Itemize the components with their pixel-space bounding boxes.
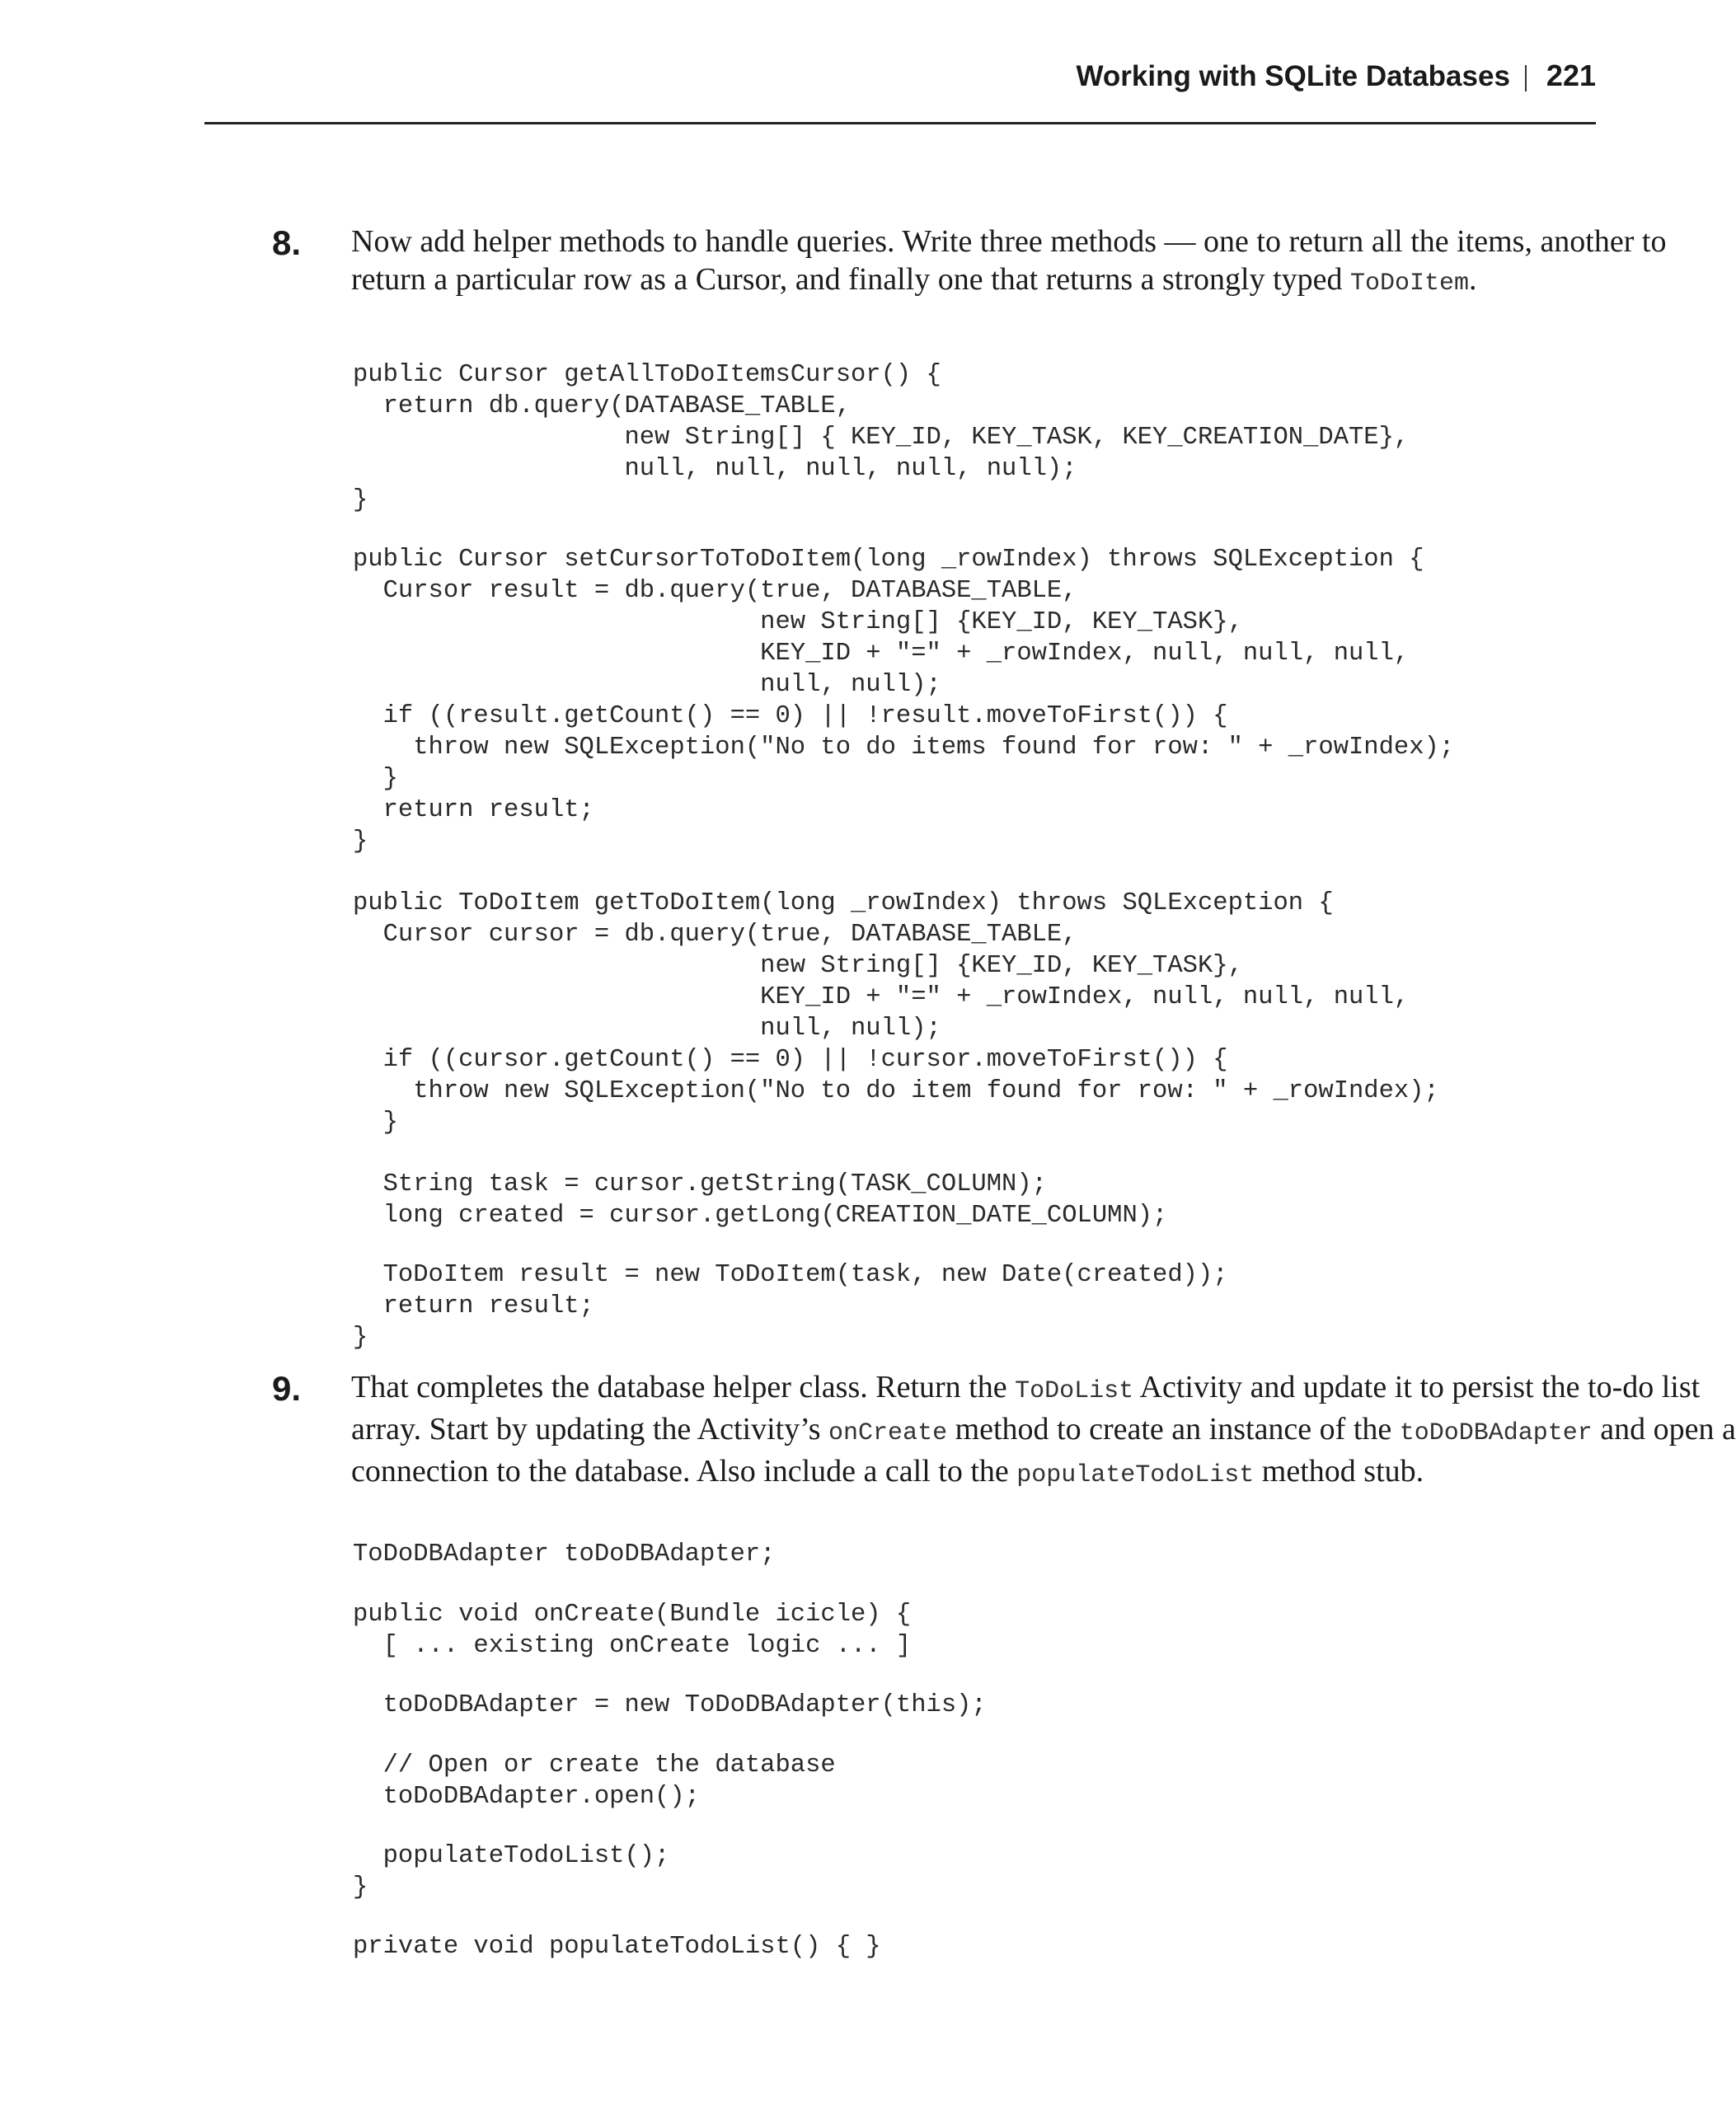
header-separator: [1525, 65, 1527, 91]
step-paragraph: [351, 1368, 1736, 1494]
code-block: // Open or create the database toDoDBAdapter.open();: [382, 1751, 836, 1811]
inline-code: onCreate: [828, 1419, 948, 1447]
code-block: ToDoItem result = new ToDoItem(task, new Date(created)); return result; }: [353, 1261, 1228, 1352]
code-block: public Cursor setCursorToToDoItem(long _rowIndex) throws SQLException { Cursor result = db.query(true, DATABASE_TABLE, new String[] {KEY_ID, KEY_TASK}, KEY_ID + "=" + _rowIndex, null, null, null, null, null); if ((result.getCount() == 0) || !result.moveToFirst()) { throw new SQLException("No to do items found for row: " + _rowIndex); } return result; }: [353, 546, 1455, 856]
inline-code: ToDoItem: [1350, 270, 1470, 298]
step-text: That completes the database helper class. Return the: [351, 1370, 1016, 1404]
inline-code: ToDoList: [1015, 1377, 1134, 1405]
step-9: [204, 1368, 1736, 1525]
code-block: ToDoDBAdapter toDoDBAdapter;: [353, 1540, 776, 1568]
section-title: Working with SQLite Databases: [1076, 60, 1510, 92]
step-text: .: [1469, 262, 1477, 297]
code-block: public void onCreate(Bundle icicle) { [ ... existing onCreate logic ... ]: [353, 1601, 912, 1660]
code-block: public Cursor getAllToDoItemsCursor() { return db.query(DATABASE_TABLE, new String[] { KEY_ID, KEY_TASK, KEY_CREATION_DATE}, null, null, null, null, null); }: [353, 361, 1410, 514]
step-number: 8.: [272, 223, 302, 262]
code-block: private void populateTodoList() { }: [353, 1933, 881, 1961]
step-text: Activity and update it to persist the to-do list array. Start by updating the Activity’s: [351, 1370, 1701, 1447]
inline-code: toDoDBAdapter: [1399, 1419, 1593, 1447]
running-head: [204, 51, 1596, 101]
code-block: String task = cursor.getString(TASK_COLUMN); long created = cursor.getLong(CREATION_DATE_COLUMN);: [382, 1170, 1168, 1230]
code-block: public ToDoItem getToDoItem(long _rowIndex) throws SQLException { Cursor cursor = db.query(true, DATABASE_TABLE, new String[] {KEY_ID, KEY_TASK}, KEY_ID + "=" + _rowIndex, null, null, null, null, null); if ((cursor.getCount() == 0) || !cursor.moveToFirst()) { throw new SQLException("No to do item found for row: " + _rowIndex); }: [353, 889, 1439, 1137]
step-paragraph: [351, 223, 1736, 302]
step-number: 9.: [272, 1369, 302, 1408]
step-8: [204, 223, 1667, 346]
step-text: Now add helper methods to handle queries. Write three methods — one to return all the items, another to return a particular row as a Cursor, and finally one that returns a strongly typed: [351, 224, 1667, 297]
code-block: populateTodoList(); }: [353, 1842, 670, 1901]
header-rule: [204, 122, 1596, 124]
step-text: method stub.: [1254, 1454, 1424, 1489]
inline-code: populateTodoList: [1016, 1461, 1255, 1489]
page-number: 221: [1546, 59, 1596, 92]
step-text: method to create an instance of the: [947, 1412, 1400, 1447]
code-block: toDoDBAdapter = new ToDoDBAdapter(this);: [353, 1691, 987, 1719]
step-text: and open a connection to the database. Also include a call to the: [351, 1412, 1736, 1489]
